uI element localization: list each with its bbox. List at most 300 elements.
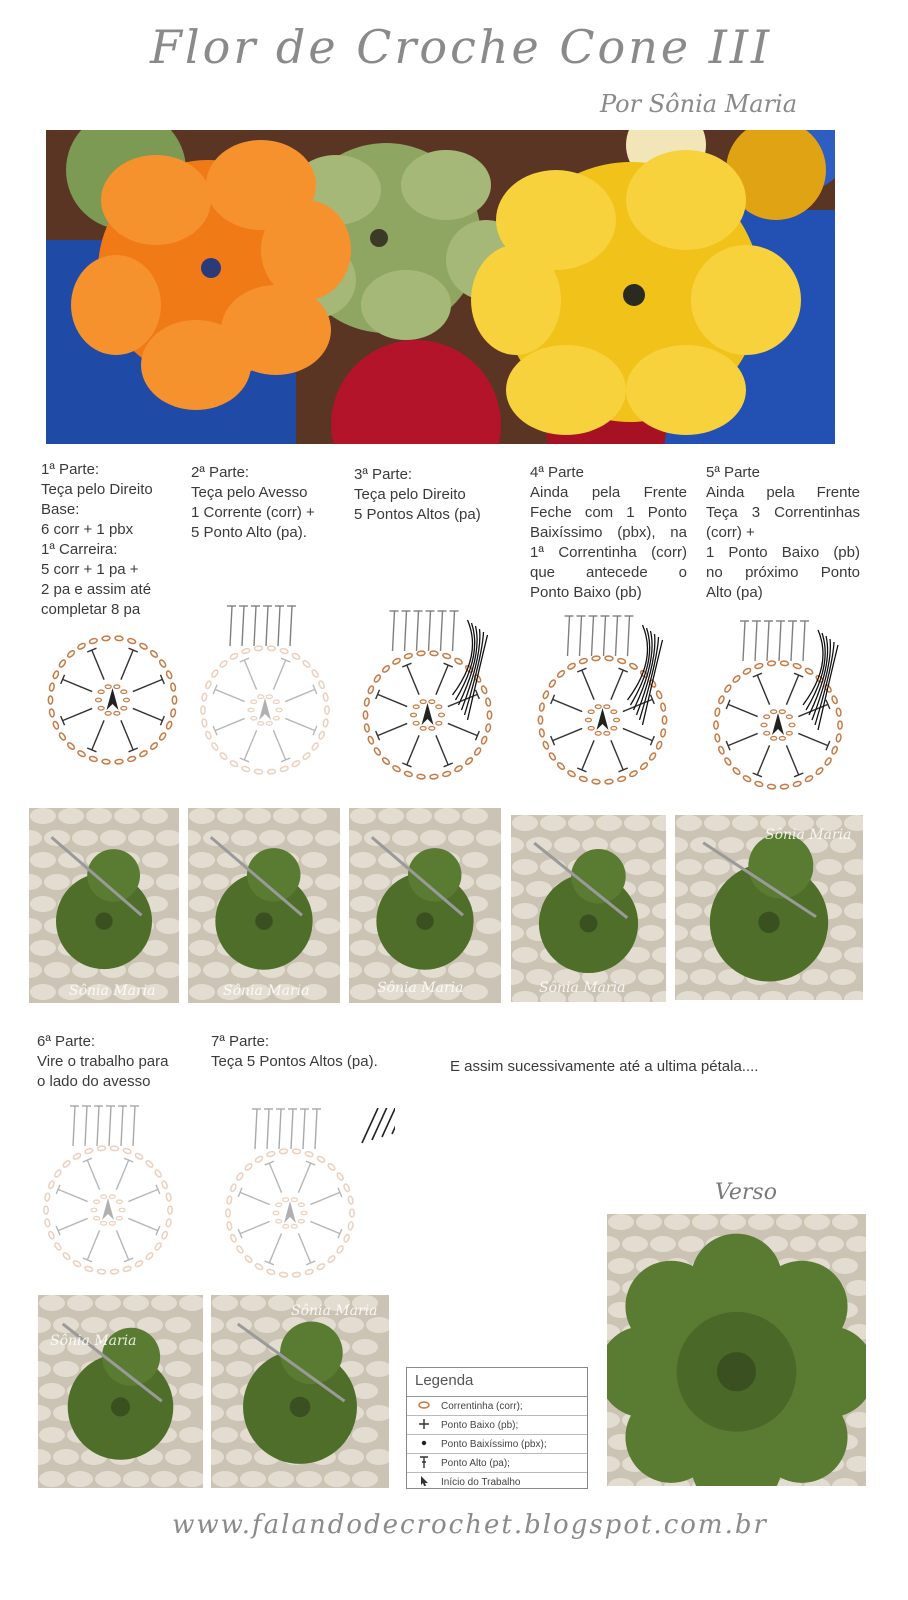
chain-stitch xyxy=(336,1245,344,1254)
chain-stitch xyxy=(105,685,111,689)
knit-texture xyxy=(420,830,446,846)
knit-texture xyxy=(748,1214,774,1230)
chain-oval-icon xyxy=(407,1401,441,1412)
chain-stitch xyxy=(276,1219,282,1223)
knit-texture xyxy=(364,874,390,890)
chain-stitch xyxy=(254,769,262,774)
verso-label: Verso xyxy=(715,1180,777,1205)
chain-stitch xyxy=(166,1193,172,1202)
double-crochet-stitch xyxy=(128,1218,158,1230)
chain-stitch xyxy=(301,1211,307,1215)
knit-texture xyxy=(315,918,340,934)
chain-stitch xyxy=(110,1269,118,1274)
double-crochet-stitch xyxy=(298,1163,310,1193)
knit-texture xyxy=(245,808,271,824)
double-crochet-stitch xyxy=(582,670,594,700)
chain-stitch xyxy=(439,713,445,717)
knit-texture xyxy=(212,1427,238,1443)
chain-stitch xyxy=(276,1203,282,1207)
chain-stitch xyxy=(134,1152,143,1160)
chain-stitch xyxy=(123,1148,132,1155)
knit-texture xyxy=(268,1471,294,1487)
knit-texture xyxy=(30,940,56,956)
petal-stitch xyxy=(315,1109,317,1149)
knit-texture xyxy=(832,1258,858,1274)
photo-step-5 xyxy=(675,815,863,1000)
petal-stitch xyxy=(279,1109,281,1149)
chain-stitch xyxy=(298,1219,304,1223)
petal-stitch xyxy=(242,606,244,646)
chain-stitch xyxy=(52,670,59,679)
chain-stitch xyxy=(114,712,120,716)
chain-stitch xyxy=(94,1216,100,1220)
double-crochet-stitch xyxy=(240,1221,270,1233)
chain-stitch xyxy=(838,721,842,729)
chain-stitch xyxy=(166,670,173,679)
knit-texture xyxy=(203,874,229,890)
chain-stitch xyxy=(230,1234,237,1243)
knit-texture xyxy=(165,1449,191,1465)
chain-stitch xyxy=(62,1160,71,1169)
step-7-text xyxy=(211,1032,421,1072)
chain-stitch xyxy=(145,1160,154,1169)
knit-texture xyxy=(830,925,856,941)
chain-stitch xyxy=(429,700,435,704)
petal-stitch xyxy=(109,1106,111,1146)
chain-stitch xyxy=(154,1242,162,1251)
chain-stitch xyxy=(236,1172,244,1181)
step-line: 1ª Carreira: xyxy=(41,541,118,558)
chain-stitch xyxy=(54,1242,62,1251)
knit-texture xyxy=(240,1471,266,1487)
chain-stitch xyxy=(542,741,549,750)
step-line: Ainda pela Frente xyxy=(530,484,687,501)
knit-texture xyxy=(39,1295,65,1311)
chain-stitch xyxy=(611,726,617,730)
chain-stitch xyxy=(48,1180,55,1189)
knit-texture xyxy=(30,984,56,1000)
step-title: 3ª Parte: xyxy=(354,466,413,483)
chain-stitch xyxy=(417,651,425,656)
double-crochet-stitch xyxy=(728,704,758,716)
chain-stitch xyxy=(316,1263,325,1271)
start-arrow-icon xyxy=(107,688,119,710)
chain-stitch xyxy=(266,1269,275,1276)
chain-stitch xyxy=(273,700,279,704)
legend-label: Ponto Alto (pa); xyxy=(441,1457,510,1469)
chain-stitch xyxy=(767,661,775,666)
photo-step-7 xyxy=(211,1295,389,1488)
chain-stitch xyxy=(280,648,289,655)
chain-stitch xyxy=(780,784,788,789)
photo-step-1 xyxy=(29,808,179,1003)
verso-photo xyxy=(607,1214,866,1486)
double-crochet-stitch xyxy=(240,1192,270,1204)
chain-stitch xyxy=(363,711,367,719)
knit-texture xyxy=(189,940,215,956)
knit-texture xyxy=(804,1214,830,1230)
chain-stitch xyxy=(283,1198,289,1202)
petal-stitch xyxy=(417,611,419,651)
double-crochet-stitch xyxy=(121,650,133,680)
knit-texture xyxy=(67,1471,93,1487)
knit-texture xyxy=(462,852,488,868)
chain-stitch xyxy=(465,757,474,766)
chain-stitch xyxy=(102,759,110,764)
chain-stitch xyxy=(724,757,732,766)
chain-stitch xyxy=(539,729,545,738)
chain-stitch xyxy=(98,706,104,710)
knit-texture xyxy=(448,830,474,846)
chain-stitch xyxy=(121,706,127,710)
chain-stitch xyxy=(291,1225,297,1229)
step-line: 6 corr + 1 pbx xyxy=(41,521,134,538)
knit-texture xyxy=(114,808,140,824)
chain-stitch xyxy=(824,757,832,766)
knit-texture xyxy=(664,1214,690,1230)
crochet-petal xyxy=(748,834,813,899)
chain-stitch xyxy=(44,1206,48,1214)
knit-texture xyxy=(287,830,313,846)
knit-texture xyxy=(676,947,702,963)
double-crochet-stitch xyxy=(378,694,408,706)
chain-stitch xyxy=(656,741,663,750)
chain-stitch xyxy=(714,708,720,717)
legend-label: Correntinha (corr); xyxy=(441,1400,523,1412)
chain-stitch xyxy=(373,674,381,683)
double-crochet-stitch xyxy=(63,708,93,720)
chain-stitch xyxy=(771,737,777,741)
legend-row xyxy=(407,1473,587,1491)
chain-stitch xyxy=(305,1151,314,1158)
t-stitch-icon xyxy=(407,1456,441,1471)
new-petal-stitch xyxy=(372,1108,388,1140)
knit-texture xyxy=(296,1471,322,1487)
chain-stitch xyxy=(96,698,102,702)
chain-stitch xyxy=(109,1222,115,1226)
chain-stitch xyxy=(89,756,98,763)
double-crochet-stitch xyxy=(310,1221,340,1233)
chain-stitch xyxy=(595,732,601,736)
knit-texture xyxy=(568,815,594,831)
petal-stitch xyxy=(85,1106,87,1146)
knit-texture xyxy=(72,830,98,846)
chain-stitch xyxy=(754,781,763,788)
chain-stitch xyxy=(276,708,282,712)
crochet-center xyxy=(290,1397,311,1418)
chain-stitch xyxy=(617,658,626,665)
double-crochet-stitch xyxy=(58,1189,88,1201)
knit-texture xyxy=(540,815,566,831)
chain-stitch xyxy=(779,737,785,741)
knit-texture xyxy=(352,1427,378,1443)
chain-stitch xyxy=(611,710,617,714)
chain-stitch xyxy=(77,750,86,758)
chain-stitch xyxy=(323,719,329,728)
petal-stitch xyxy=(254,606,256,646)
double-crochet-stitch xyxy=(244,660,256,690)
chain-stitch xyxy=(804,775,813,783)
chain-stitch xyxy=(97,1269,105,1274)
chain-stitch xyxy=(605,779,613,784)
chain-stitch xyxy=(767,784,775,789)
double-crochet-stitch xyxy=(92,720,104,750)
chain-stitch xyxy=(430,651,438,656)
petal-stitch xyxy=(97,1106,99,1146)
chain-stitch xyxy=(67,742,76,751)
chain-stitch xyxy=(662,716,666,724)
knit-texture xyxy=(44,874,70,890)
knit-texture xyxy=(254,1317,280,1333)
chain-stitch xyxy=(557,762,566,771)
chain-stitch xyxy=(311,742,319,751)
chain-stitch xyxy=(236,1245,244,1254)
crochet-center xyxy=(111,1397,130,1416)
knit-texture xyxy=(462,984,488,1000)
chain-stitch xyxy=(49,709,55,718)
double-crochet-stitch xyxy=(133,708,163,720)
chain-stitch xyxy=(166,1219,172,1228)
chain-stitch xyxy=(343,1183,350,1192)
knit-texture xyxy=(776,1214,802,1230)
knit-texture xyxy=(212,1383,238,1399)
crochet-center xyxy=(255,912,273,930)
double-crochet-stitch xyxy=(63,679,93,691)
knit-texture xyxy=(350,808,376,824)
chain-stitch xyxy=(159,659,167,668)
step-line: Ainda pela Frente xyxy=(706,484,860,501)
knit-texture xyxy=(226,1449,252,1465)
crochet-center xyxy=(416,912,434,930)
chain-stitch xyxy=(436,705,442,709)
knit-texture xyxy=(352,1471,378,1487)
chain-stitch xyxy=(732,767,741,776)
chain-stitch xyxy=(124,698,130,702)
chain-stitch xyxy=(442,771,451,778)
step-line: (corr) + xyxy=(706,524,755,541)
chain-stitch xyxy=(325,706,329,714)
step-6-text xyxy=(37,1032,197,1092)
knit-texture xyxy=(622,1236,648,1252)
double-crochet-stitch xyxy=(58,1218,88,1230)
knit-texture xyxy=(338,1449,364,1465)
chain-stitch xyxy=(604,705,610,709)
chain-stitch xyxy=(72,1152,81,1160)
chain-stitch xyxy=(267,769,275,774)
petal-stitch xyxy=(255,1109,257,1149)
chain-stitch xyxy=(548,752,556,761)
chain-stitch xyxy=(159,732,167,741)
legend-row xyxy=(407,1397,587,1416)
photo-step-2 xyxy=(188,808,340,1003)
chain-stitch xyxy=(205,680,212,689)
petal-stitch xyxy=(133,1106,135,1146)
petal-stitch xyxy=(791,621,793,661)
double-crochet-stitch xyxy=(128,1189,158,1201)
chain-stitch xyxy=(170,709,176,718)
chain-stitch xyxy=(487,711,491,719)
chain-stitch xyxy=(248,708,254,712)
chain-stitch xyxy=(548,679,556,688)
knit-texture xyxy=(287,962,313,978)
knit-texture xyxy=(790,1236,816,1252)
knit-texture xyxy=(217,808,243,824)
chain-stitch xyxy=(485,698,491,707)
step-4-text xyxy=(530,463,687,603)
chain-stitch xyxy=(836,734,842,743)
double-crochet-stitch xyxy=(269,1163,281,1193)
knit-texture xyxy=(315,830,340,846)
chain-stitch xyxy=(266,695,272,699)
watermark: Sônia Maria xyxy=(291,1303,378,1319)
chain-stitch xyxy=(761,723,767,727)
chain-stitch xyxy=(302,752,311,761)
chain-stitch xyxy=(205,731,212,740)
chain-stitch xyxy=(539,703,545,712)
knit-texture xyxy=(610,837,636,853)
knit-texture xyxy=(378,808,404,824)
knit-texture xyxy=(638,969,664,985)
chain-stitch xyxy=(110,1146,118,1151)
knit-texture xyxy=(448,962,474,978)
chain-stitch xyxy=(258,722,264,726)
knit-texture xyxy=(30,852,56,868)
chain-stitch xyxy=(592,656,600,661)
diagram-step-3 xyxy=(355,605,500,790)
chain-stitch xyxy=(404,653,413,660)
step-5-text xyxy=(706,463,860,603)
knit-texture xyxy=(816,859,842,875)
chain-stitch xyxy=(481,736,488,745)
knit-texture xyxy=(678,1236,704,1252)
chain-stitch xyxy=(109,1195,115,1199)
chain-stitch xyxy=(481,685,488,694)
knit-texture xyxy=(240,1295,266,1311)
chain-stitch xyxy=(254,646,262,651)
chain-stitch xyxy=(161,1231,168,1240)
knit-texture xyxy=(718,837,744,853)
chain-stitch xyxy=(298,1203,304,1207)
knit-texture xyxy=(350,896,376,912)
chain-stitch xyxy=(229,652,238,660)
knit-texture xyxy=(650,1236,676,1252)
chain-stitch xyxy=(364,698,370,707)
chain-stitch xyxy=(67,650,76,659)
legend-row xyxy=(407,1454,587,1473)
chain-stitch xyxy=(588,726,594,730)
step-line: 1 Ponto Baixo (pb) xyxy=(706,544,860,561)
chain-stitch xyxy=(436,721,442,725)
chain-stitch xyxy=(542,690,549,699)
diagram-step-2 xyxy=(195,605,335,785)
double-crochet-stitch xyxy=(116,1160,128,1190)
knit-texture xyxy=(624,859,650,875)
knit-texture xyxy=(608,1258,634,1274)
crochet-center xyxy=(95,912,112,929)
chain-stitch xyxy=(327,1255,336,1264)
knit-texture xyxy=(142,852,168,868)
chain-stitch xyxy=(134,1260,143,1268)
watermark: Sônia Maria xyxy=(69,983,156,999)
knit-texture xyxy=(338,1317,364,1333)
chain-stitch xyxy=(604,732,610,736)
knit-texture xyxy=(462,808,488,824)
knit-texture xyxy=(231,830,257,846)
step-line: Vire o trabalho para xyxy=(37,1053,169,1070)
chain-stitch xyxy=(201,693,207,702)
knit-texture xyxy=(142,808,168,824)
knit-texture xyxy=(830,969,856,985)
chain-stitch xyxy=(139,750,148,758)
chain-stitch xyxy=(336,1172,344,1181)
step-title: 4ª Parte xyxy=(530,464,584,481)
chain-stitch xyxy=(485,724,491,733)
chain-stitch xyxy=(127,756,136,763)
petal-stitch xyxy=(767,621,769,661)
chain-stitch xyxy=(714,734,720,743)
knit-texture xyxy=(554,837,580,853)
petal-stitch xyxy=(616,616,618,656)
knit-texture xyxy=(95,1295,121,1311)
chain-stitch xyxy=(732,675,741,684)
chain-stitch xyxy=(54,1169,62,1178)
knit-texture xyxy=(690,881,716,897)
chain-stitch xyxy=(102,636,110,641)
chain-stitch xyxy=(84,1266,93,1273)
chain-stitch xyxy=(656,690,663,699)
start-arrow-icon xyxy=(422,703,434,725)
chain-stitch xyxy=(292,1149,300,1154)
knit-texture xyxy=(44,962,70,978)
chain-stitch xyxy=(629,662,638,670)
start-arrow-icon xyxy=(259,698,271,720)
knit-texture xyxy=(352,1339,378,1355)
chain-stitch xyxy=(348,1222,354,1231)
chain-stitch xyxy=(52,721,59,730)
petal-stitch xyxy=(267,1109,269,1149)
chain-stitch xyxy=(201,706,205,714)
chain-stitch xyxy=(105,712,111,716)
chain-stitch xyxy=(58,659,66,668)
chain-stitch xyxy=(411,713,417,717)
petal-stitch xyxy=(278,606,280,646)
chain-stitch xyxy=(831,695,838,704)
chain-stitch xyxy=(780,661,788,666)
step-line: 5 corr + 1 pa + xyxy=(41,561,139,578)
new-petal-stitch xyxy=(453,620,473,695)
petal-stitch xyxy=(592,616,594,656)
double-crochet-stitch xyxy=(436,735,448,765)
knit-texture xyxy=(315,874,340,890)
chain-stitch xyxy=(58,732,66,741)
knit-texture xyxy=(676,859,702,875)
chain-stitch xyxy=(538,716,542,724)
double-crochet-stitch xyxy=(298,1233,310,1263)
chain-stitch xyxy=(742,667,751,675)
knit-texture xyxy=(273,808,299,824)
chain-stitch xyxy=(226,1209,230,1217)
petal-stitch xyxy=(303,1109,305,1149)
legend-row xyxy=(407,1435,587,1454)
chain-stitch xyxy=(94,1200,100,1204)
knit-texture xyxy=(151,1471,177,1487)
double-crochet-stitch xyxy=(611,740,623,770)
knit-texture xyxy=(830,881,856,897)
knit-texture xyxy=(212,1339,238,1355)
chain-stitch xyxy=(316,1155,325,1163)
knit-texture xyxy=(476,962,501,978)
chain-stitch xyxy=(392,765,401,773)
